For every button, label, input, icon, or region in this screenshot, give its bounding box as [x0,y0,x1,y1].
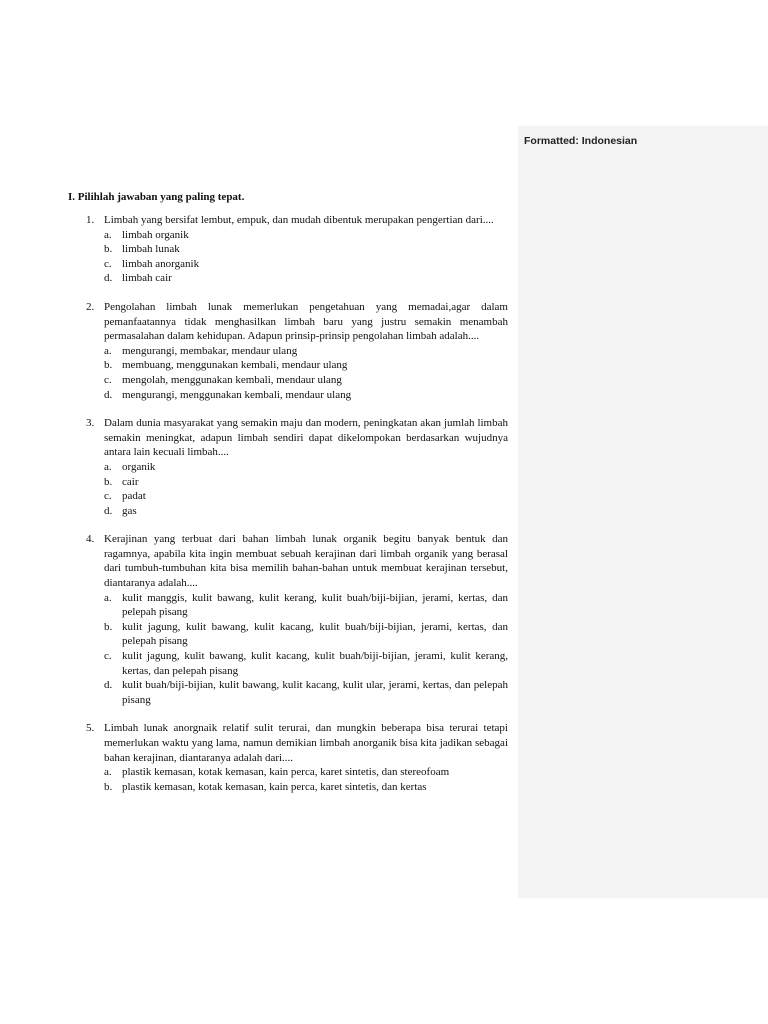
answer-options [0,460,768,518]
option-text: mengurangi, membakar, mendaur ulang [122,344,298,357]
option-letter: c. [104,490,112,503]
option-text: limbah anorganik [122,257,200,270]
answer-option [0,242,768,257]
question-number: 1. [86,214,95,226]
option-text: padat [122,490,146,503]
option-letter: a. [104,228,112,241]
answer-option [0,489,768,504]
option-text: membuang, menggunakan kembali, mendaur ulang [122,359,348,372]
question-text: Dalam dunia masyarakat yang semakin maju dan modern, peningkatan akan jumlah limbah semakin meningkat, adapun limbah sendiri dapat dikelompokan berdasarkan wujudnya antara lain kecuali limbah.... [104,417,508,459]
question-3 [0,416,768,518]
option-letter: c. [104,650,112,663]
answer-option [0,591,768,620]
option-letter: b. [104,359,113,372]
option-text: organik [122,460,156,473]
option-text: cair [122,475,139,488]
answer-option [0,358,768,373]
option-text: limbah lunak [122,243,180,256]
answer-option [0,504,768,519]
option-letter: b. [104,620,113,633]
option-letter: a. [104,766,112,779]
option-letter: a. [104,591,112,604]
answer-option [0,344,768,359]
question-text: Limbah lunak anorgnaik relatif sulit terurai, dan mungkin beberapa bisa terurai tetapi memerlukan waktu yang lama, namun demikian limbah anorganik bisa kita jadikan sebagai bahan kerajinan, diantaranya adalah dari.... [104,722,508,764]
answer-option [0,765,768,780]
answer-option [0,388,768,403]
question-number: 2. [86,300,95,313]
question-number: 4. [86,533,95,546]
answer-options [0,344,768,402]
section-heading: I. Pilihlah jawaban yang paling tepat. [68,191,245,203]
answer-option [0,475,768,490]
option-text: plastik kemasan, kotak kemasan, kain perca, karet sintetis, dan stereofoam [122,766,450,779]
answer-options [0,591,768,708]
option-text: kulit jagung, kulit bawang, kulit kacang, kulit buah/biji-bijian, jerami, kertas, dan pelepah pisang [122,620,508,648]
answer-option [0,649,768,678]
question-number: 3. [86,417,95,430]
question-number: 5. [86,722,95,735]
answer-option [0,373,768,388]
answer-option [0,271,768,286]
answer-option [0,780,768,795]
option-text: kulit jagung, kulit bawang, kulit kacang, kulit buah/biji-bijian, jerami, kulit kerang, kertas, dan pelepah pisang [122,650,508,677]
answer-option [0,228,768,243]
question-2 [0,300,768,402]
option-letter: a. [104,344,112,357]
answer-options [0,765,768,794]
question-text: Pengolahan limbah lunak memerlukan pengetahuan yang memadai,agar dalam pemanfaatannya tidak menghasilkan limbah baru yang justru semakin menambah permasalahan dalam kehidupan. Adapun prinsip-prinsip pengolahan limbah adalah.... [104,300,508,343]
option-letter: d. [104,388,113,401]
question-4 [0,532,768,707]
option-text: kulit buah/biji-bijian, kulit bawang, kulit kacang, kulit ular, jerami, kertas, dan pelepah pisang [122,679,508,706]
answer-option [0,620,768,649]
question-1 [0,213,768,286]
question-list [0,213,768,808]
option-letter: b. [104,780,113,793]
answer-option [0,460,768,475]
option-text: kulit manggis, kulit bawang, kulit kerang, kulit buah/biji-bijian, jerami, kertas, dan pelepah pisang [122,591,508,619]
option-letter: c. [104,373,112,386]
option-letter: a. [104,460,112,473]
question-text: Limbah yang bersifat lembut, empuk, dan mudah dibentuk merupakan pengertian dari.... [104,214,494,226]
option-text: mengolah, menggunakan kembali, mendaur ulang [122,373,342,386]
option-text: mengurangi, menggunakan kembali, mendaur ulang [122,388,352,401]
question-text: Kerajinan yang terbuat dari bahan limbah lunak organik begitu banyak bentuk dan ragamnya, apabila kita ingin membuat sebuah kerajinan dari limbah organik yang berasal dari tumbuh-tumbuhan kita bisa memilih bahan-bahan untuk membuat kerajinan tersebut, diantaranya adalah.... [104,533,508,590]
option-letter: d. [104,272,113,285]
option-text: plastik kemasan, kotak kemasan, kain perca, karet sintetis, dan kertas [122,780,427,793]
option-text: gas [122,504,137,517]
option-letter: d. [104,504,113,517]
option-letter: b. [104,243,113,256]
option-letter: d. [104,679,113,692]
answer-option [0,678,768,707]
option-text: limbah cair [122,272,172,285]
question-5 [0,721,768,794]
comment-format-label: Formatted: Indonesian [524,135,638,147]
option-text: limbah organik [122,228,189,241]
option-letter: b. [104,475,113,488]
answer-option [0,257,768,272]
option-letter: c. [104,257,112,270]
answer-options [0,228,768,286]
